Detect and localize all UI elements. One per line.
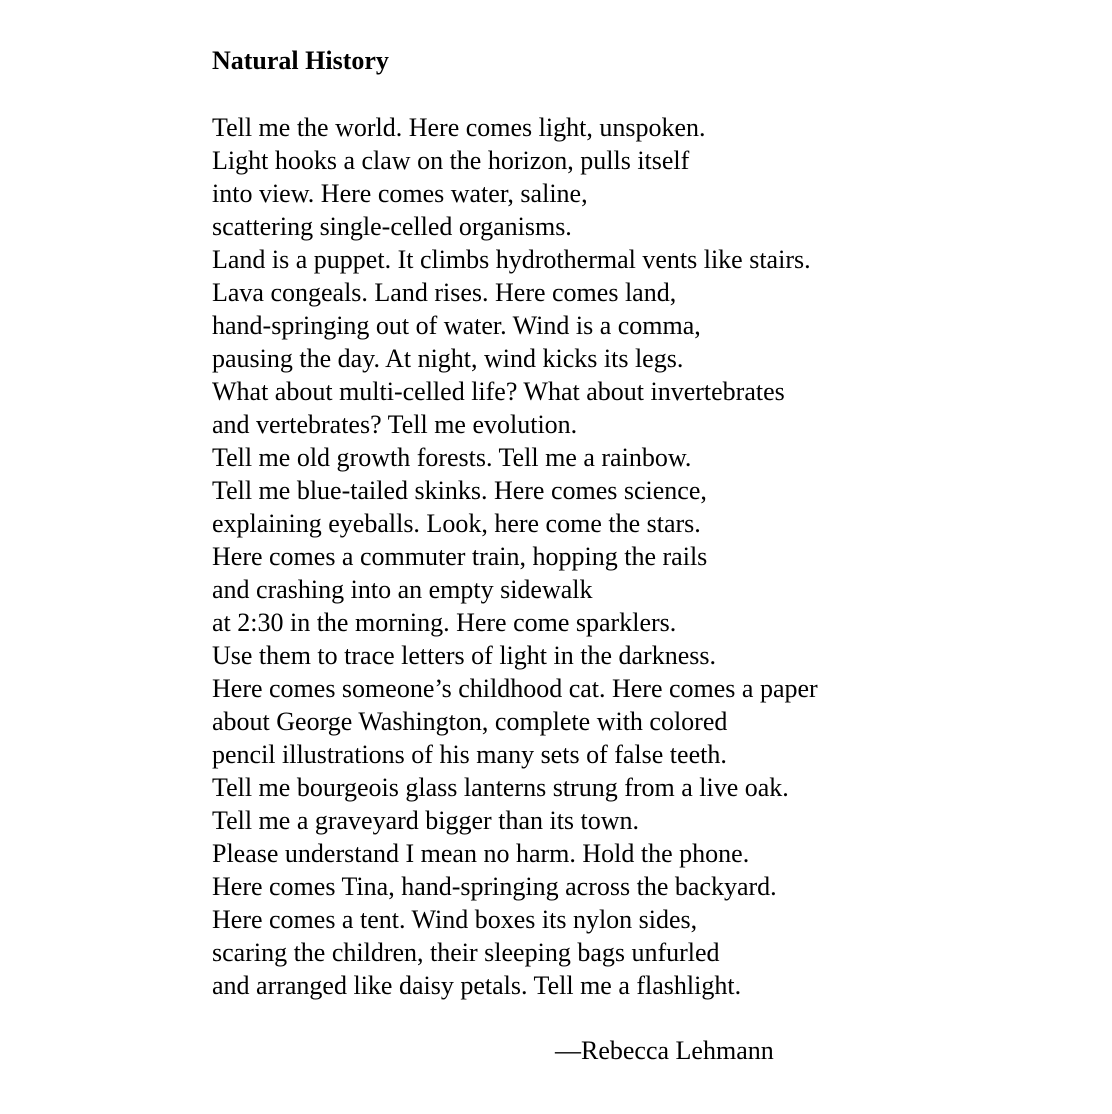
poem-line: and vertebrates? Tell me evolution. xyxy=(212,410,578,439)
poem-line: scattering single-celled organisms. xyxy=(212,212,572,241)
poem-line: at 2:30 in the morning. Here come sparklers. xyxy=(212,608,677,637)
poem-line: Here comes Tina, hand-springing across the backyard. xyxy=(212,872,777,901)
poem-line: hand-springing out of water. Wind is a comma, xyxy=(212,311,701,340)
poem-line: Tell me a graveyard bigger than its town. xyxy=(212,806,640,835)
poem-line: into view. Here comes water, saline, xyxy=(212,179,588,208)
poem-line: Here comes a tent. Wind boxes its nylon sides, xyxy=(212,905,698,934)
poem-line: Land is a puppet. It climbs hydrothermal vents like stairs. xyxy=(212,245,811,274)
poem-body xyxy=(212,111,818,1002)
poem-line: Tell me bourgeois glass lanterns strung from a live oak. xyxy=(212,773,789,802)
poem-line: explaining eyeballs. Look, here come the stars. xyxy=(212,509,701,538)
poem-line: and crashing into an empty sidewalk xyxy=(212,575,593,604)
poem-line: Light hooks a claw on the horizon, pulls itself xyxy=(212,146,690,175)
poem-line: pencil illustrations of his many sets of false teeth. xyxy=(212,740,727,769)
poem-line: Lava congeals. Land rises. Here comes land, xyxy=(212,278,677,307)
poem-line: Here comes a commuter train, hopping the rails xyxy=(212,542,708,571)
poem-line: Here comes someone’s childhood cat. Here comes a paper xyxy=(212,674,818,703)
poem-line: and arranged like daisy petals. Tell me a flashlight. xyxy=(212,971,742,1000)
poem-line: Please understand I mean no harm. Hold the phone. xyxy=(212,839,750,868)
poem-line: Tell me old growth forests. Tell me a rainbow. xyxy=(212,443,692,472)
poem-line: about George Washington, complete with colored xyxy=(212,707,728,736)
poem-line: Tell me the world. Here comes light, unspoken. xyxy=(212,113,706,142)
poem-title: Natural History xyxy=(212,46,389,75)
poem-line: pausing the day. At night, wind kicks its legs. xyxy=(212,344,684,373)
poem-line: scaring the children, their sleeping bags unfurled xyxy=(212,938,720,967)
poem-line: Tell me blue-tailed skinks. Here comes science, xyxy=(212,476,707,505)
poem-line: Use them to trace letters of light in the darkness. xyxy=(212,641,716,670)
poem-attribution: —Rebecca Lehmann xyxy=(555,1036,774,1065)
poem-line: What about multi-celled life? What about invertebrates xyxy=(212,377,785,406)
